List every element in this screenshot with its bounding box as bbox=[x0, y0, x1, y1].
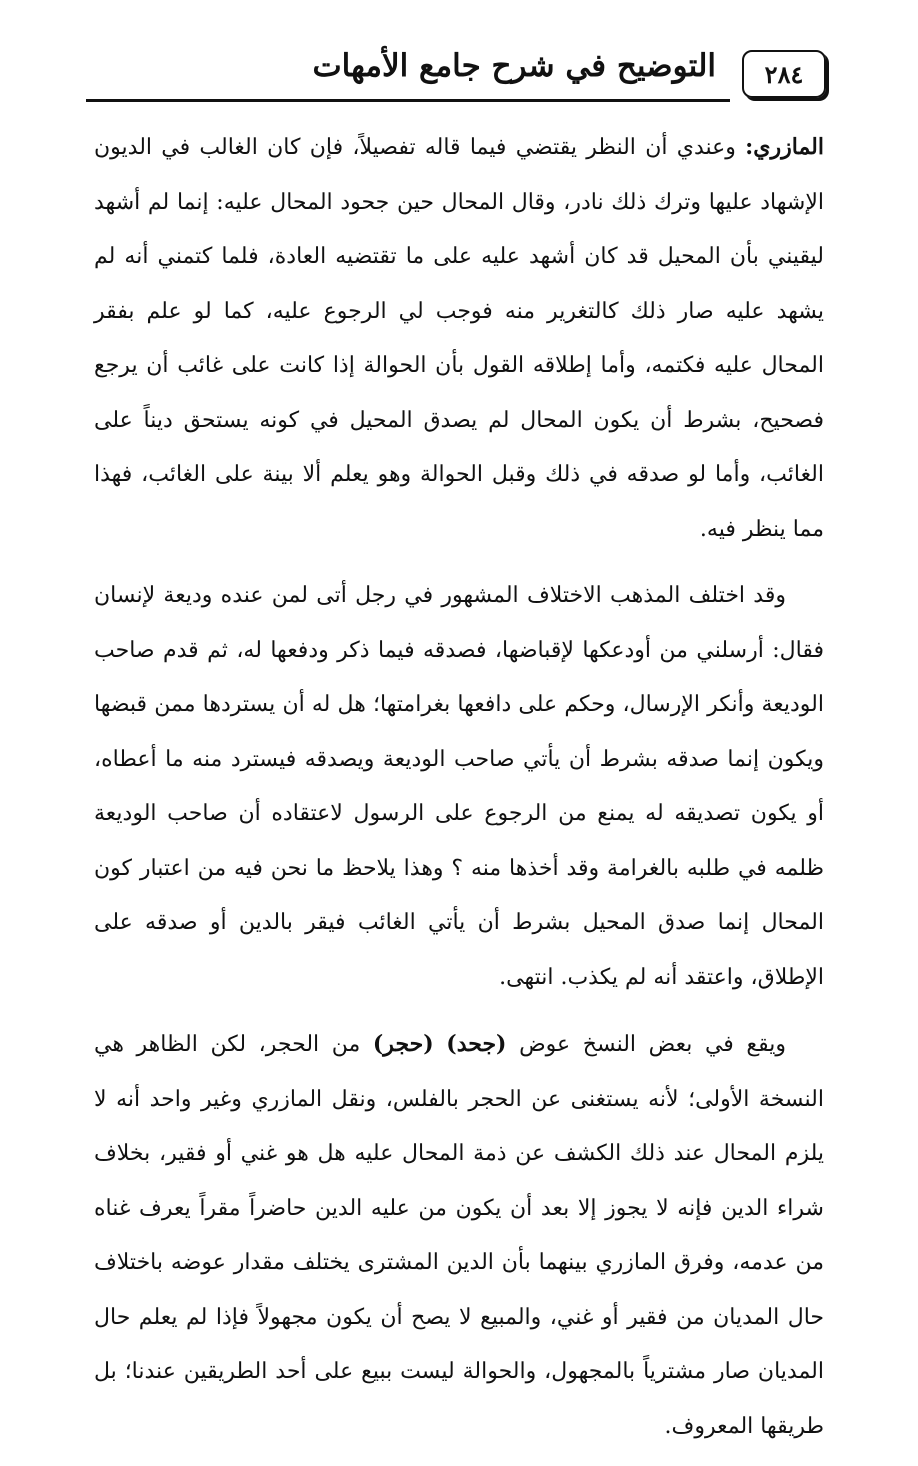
paragraph-3-text-before: ويقع في بعض النسخ عوض bbox=[506, 1032, 786, 1057]
paragraph-1-text: وعندي أن النظر يقتضي فيما قاله تفصيلاً، فإن كان الغالب في الديون الإشهاد عليها وترك ذلك نادر، وقال المحال حين جحود المحال عليه: إنما لم أشهد ليقيني بأن المحيل قد كان أشهد عليه على ما تقتضيه العادة، فلما كتمني أنه لم يشهد عليه صار ذلك كالتغرير منه فوجب لي الرجوع عليه، كما لو علم بفقر المحال عليه فكتمه، وأما إطلاقه القول بأن الحوالة إذا كانت على غائب أن يرجع فصحيح، بشرط أن يكون المحال لم يصدق المحيل في كونه يستحق ديناً على الغائب، وأما لو صدقه في ذلك وقبل الحوالة وهو يعلم ألا بينة على الغائب، فهذا مما ينظر فيه. bbox=[94, 135, 825, 542]
paragraph-2: وقد اختلف المذهب الاختلاف المشهور في رجل أتى لمن عنده وديعة لإنسان فقال: أرسلني من أودعكها لإقباضها، فصدقه فيما ذكر ودفعها له، ثم قدم صاحب الوديعة وأنكر الإرسال، وحكم على دافعها بغرامتها؛ هل له أن يستردها ممن قبضها ويكون إنما صدقه بشرط أن يأتي صاحب الوديعة ويصدقه فيسترد منه ما أعطاه، أو يكون تصديقه له يمنع من الرجوع على الرسول لاعتقاده أن صاحب الوديعة ظلمه في طلبه بالغرامة وقد أخذها منه ؟ وهذا يلاحظ ما نحن فيه من اعتبار كون المحال إنما صدق المحيل بشرط أن يأتي الغائب فيقر بالدين أو صدقه على الإطلاق، واعتقد أنه لم يكذب. انتهى. bbox=[94, 583, 824, 990]
variant-word-2: (حجر) bbox=[372, 1031, 434, 1057]
speaker-label: المازري: bbox=[745, 134, 824, 160]
page-number: ٢٨٤ bbox=[742, 50, 826, 98]
page-header bbox=[86, 40, 826, 102]
variant-word-1: (جحد) bbox=[446, 1031, 507, 1057]
page-body bbox=[94, 120, 824, 1466]
paragraph-3 bbox=[94, 1017, 824, 1454]
paragraph-1 bbox=[94, 120, 824, 557]
paragraph-3-text-after: من الحجر، لكن الظاهر هي النسخة الأولى؛ لأنه يستغنى عن الحجر بالفلس، ونقل المازري وغير واحد أنه لا يلزم المحال عند ذلك الكشف عن ذمة المحال عليه هل هو غني أو فقير، بخلاف شراء الدين فإنه لا يجوز إلا بعد أن يكون من عليه الدين حاضراً مقراً يعرف غناه من عدمه، وفرق المازري بينهما بأن الدين المشترى يختلف مقدار عوضه باختلاف حال المديان من فقير أو غني، والمبيع لا يصح أن يكون مجهولاً فإذا لم يعلم حال المديان صار مشترياً بالمجهول، والحوالة ليست ببيع على أحد الطريقين عندنا؛ بل طريقها المعروف. bbox=[94, 1032, 824, 1439]
header-rule bbox=[86, 99, 730, 102]
book-title: التوضيح في شرح جامع الأمهات bbox=[312, 48, 716, 84]
